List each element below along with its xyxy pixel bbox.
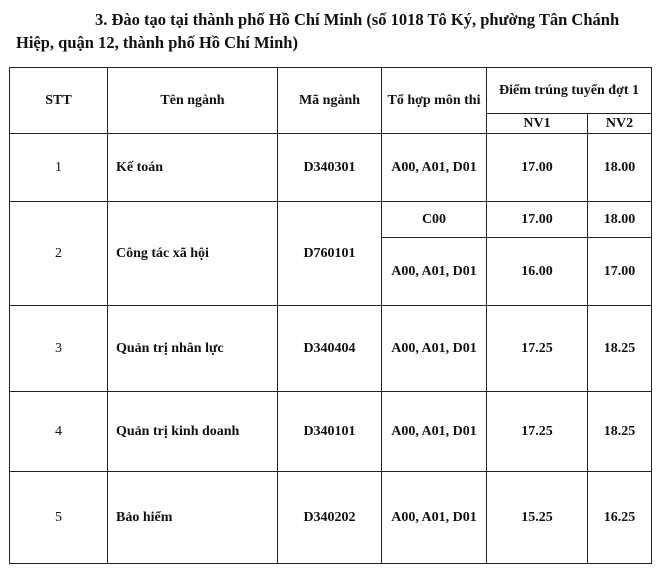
row-score-nv2: 18.25 xyxy=(588,306,652,392)
row-score-nv2: 17.00 xyxy=(588,238,652,306)
row-stt: 5 xyxy=(10,472,108,564)
row-major-name: Công tác xã hội xyxy=(108,202,278,306)
header-nv1: NV1 xyxy=(487,114,588,134)
header-major-code: Mã ngành xyxy=(278,68,382,134)
table-row xyxy=(10,202,652,238)
header-nv2: NV2 xyxy=(588,114,652,134)
header-major-name: Tên ngành xyxy=(108,68,278,134)
row-major-code: D340202 xyxy=(278,472,382,564)
row-combination: A00, A01, D01 xyxy=(382,134,487,202)
row-stt: 4 xyxy=(10,392,108,472)
admission-scores-table xyxy=(9,67,652,564)
row-combination: A00, A01, D01 xyxy=(382,306,487,392)
header-subject-combination: Tổ hợp môn thi xyxy=(382,68,487,134)
header-admission-score: Điểm trúng tuyển đợt 1 xyxy=(487,68,652,114)
row-score-nv2: 16.25 xyxy=(588,472,652,564)
row-score-nv2: 18.00 xyxy=(588,134,652,202)
row-combination: C00 xyxy=(382,202,487,238)
row-major-name: Quản trị kinh doanh xyxy=(108,392,278,472)
table-row xyxy=(10,392,652,472)
section-heading-line-2: Hiệp, quận 12, thành phố Hồ Chí Minh) xyxy=(16,33,298,52)
row-major-name: Bảo hiểm xyxy=(108,472,278,564)
table-header-row xyxy=(10,68,652,114)
row-major-code: D340101 xyxy=(278,392,382,472)
row-score-nv1: 17.25 xyxy=(487,392,588,472)
header-stt: STT xyxy=(10,68,108,134)
row-combination: A00, A01, D01 xyxy=(382,238,487,306)
row-score-nv1: 16.00 xyxy=(487,238,588,306)
row-score-nv1: 17.25 xyxy=(487,306,588,392)
section-heading xyxy=(10,8,650,54)
row-combination: A00, A01, D01 xyxy=(382,392,487,472)
row-major-code: D760101 xyxy=(278,202,382,306)
row-major-name: Quản trị nhân lực xyxy=(108,306,278,392)
table-row xyxy=(10,306,652,392)
table-row xyxy=(10,134,652,202)
table-row xyxy=(10,472,652,564)
row-score-nv2: 18.00 xyxy=(588,202,652,238)
section-heading-line-1: 3. Đào tạo tại thành phố Hồ Chí Minh (số 1018 Tô Ký, phường Tân Chánh xyxy=(95,10,620,29)
row-stt: 3 xyxy=(10,306,108,392)
row-score-nv1: 17.00 xyxy=(487,202,588,238)
row-stt: 2 xyxy=(10,202,108,306)
row-score-nv2: 18.25 xyxy=(588,392,652,472)
row-major-code: D340301 xyxy=(278,134,382,202)
row-major-code: D340404 xyxy=(278,306,382,392)
row-combination: A00, A01, D01 xyxy=(382,472,487,564)
row-score-nv1: 15.25 xyxy=(487,472,588,564)
row-stt: 1 xyxy=(10,134,108,202)
row-score-nv1: 17.00 xyxy=(487,134,588,202)
row-major-name: Kế toán xyxy=(108,134,278,202)
